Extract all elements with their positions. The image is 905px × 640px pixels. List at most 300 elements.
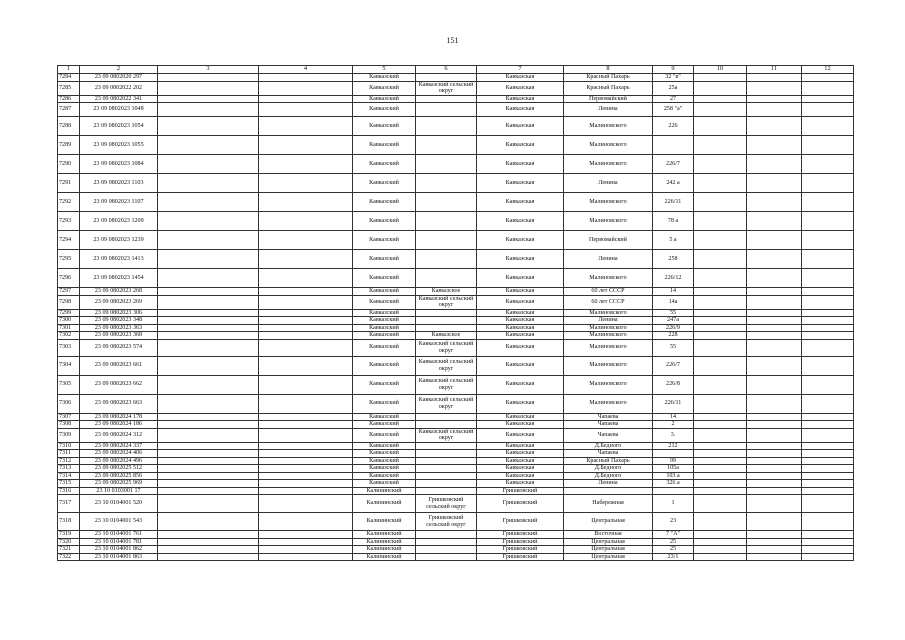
header-row: [58, 66, 854, 74]
cell-empty: [802, 394, 854, 413]
table-row: [58, 117, 854, 136]
cell-district: Кавказский: [353, 212, 416, 231]
cell-street: Малиновского: [564, 117, 653, 136]
cell-settlement-type: [416, 450, 477, 458]
cell-district: Кавказский: [353, 394, 416, 413]
cell-empty: [802, 212, 854, 231]
cell-empty: [259, 375, 353, 394]
cell-empty: [158, 250, 259, 269]
table-row: [58, 339, 854, 356]
cell-empty: [747, 375, 802, 394]
cell-empty: [802, 465, 854, 473]
col-header: 2: [80, 66, 158, 74]
cell-house: 99: [653, 457, 694, 465]
cell-empty: [158, 269, 259, 288]
cell-street: Первомайский: [564, 95, 653, 103]
cell-house: 226: [653, 117, 694, 136]
cell-district: Кавказский: [353, 174, 416, 193]
cell-street: Чапаева: [564, 413, 653, 421]
cell-code: 23 09 0802023 368: [80, 332, 158, 340]
table-row: [58, 538, 854, 546]
cell-n: 7315: [58, 480, 80, 488]
table-row: [58, 442, 854, 450]
cell-empty: [259, 136, 353, 155]
cell-empty: [694, 269, 747, 288]
cell-empty: [259, 553, 353, 561]
cell-empty: [694, 531, 747, 539]
table-row: [58, 324, 854, 332]
cell-house: [653, 136, 694, 155]
cell-district: Кавказский: [353, 136, 416, 155]
cell-n: 7284: [58, 74, 80, 82]
cell-street: Красный Пахарь: [564, 74, 653, 82]
cell-n: 7299: [58, 309, 80, 317]
cell-empty: [158, 212, 259, 231]
table-row: [58, 487, 854, 495]
cell-street: Малиновского: [564, 356, 653, 375]
cell-empty: [158, 442, 259, 450]
cell-settlement-type: [416, 421, 477, 429]
cell-empty: [259, 269, 353, 288]
cell-code: 23 10 0104001 862: [80, 546, 158, 554]
cell-n: 7287: [58, 103, 80, 117]
cell-settlement: Кавказская: [477, 317, 564, 325]
table-row: [58, 288, 854, 296]
cell-settlement-type: [416, 442, 477, 450]
cell-street: Восточная: [564, 531, 653, 539]
cell-empty: [158, 295, 259, 309]
cell-empty: [259, 295, 353, 309]
cell-n: 7319: [58, 531, 80, 539]
cell-empty: [158, 356, 259, 375]
cell-district: Кавказский: [353, 74, 416, 82]
cell-empty: [158, 193, 259, 212]
cell-settlement-type: Кавказский сельский округ: [416, 339, 477, 356]
cell-empty: [259, 513, 353, 531]
cell-house: 226/7: [653, 356, 694, 375]
cell-code: 23 09 0802024 186: [80, 421, 158, 429]
cell-empty: [259, 81, 353, 95]
cell-settlement-type: Кавказский сельский округ: [416, 295, 477, 309]
cell-settlement-type: Кавказский сельский округ: [416, 375, 477, 394]
cell-empty: [694, 465, 747, 473]
cell-n: 7288: [58, 117, 80, 136]
cell-settlement-type: [416, 553, 477, 561]
cell-empty: [694, 546, 747, 554]
cell-street: Ленина: [564, 174, 653, 193]
cell-empty: [158, 538, 259, 546]
cell-house: 258: [653, 250, 694, 269]
cell-empty: [158, 487, 259, 495]
cell-house: 14: [653, 413, 694, 421]
cell-empty: [694, 428, 747, 442]
cell-empty: [747, 269, 802, 288]
cell-settlement: Гришковский: [477, 553, 564, 561]
cell-settlement-type: [416, 531, 477, 539]
cell-settlement-type: [416, 212, 477, 231]
cell-empty: [259, 193, 353, 212]
cell-empty: [802, 450, 854, 458]
cell-house: 3.: [653, 428, 694, 442]
cell-n: 7303: [58, 339, 80, 356]
cell-n: 7312: [58, 457, 80, 465]
cell-settlement-type: Кавказский сельский округ: [416, 81, 477, 95]
cell-street: Малиновского: [564, 269, 653, 288]
cell-empty: [747, 193, 802, 212]
cell-code: 23 09 0802023 1055: [80, 136, 158, 155]
cell-street: Малиновского: [564, 136, 653, 155]
cell-settlement: Кавказская: [477, 174, 564, 193]
cell-district: Кавказский: [353, 375, 416, 394]
cell-settlement-type: [416, 117, 477, 136]
cell-street: Центральная: [564, 546, 653, 554]
cell-house: 5 а: [653, 231, 694, 250]
cell-empty: [747, 155, 802, 174]
col-header: 11: [747, 66, 802, 74]
cell-n: 7316: [58, 487, 80, 495]
cell-settlement: Кавказская: [477, 295, 564, 309]
cell-street: [564, 487, 653, 495]
cell-n: 7294: [58, 231, 80, 250]
cell-empty: [259, 250, 353, 269]
cell-settlement-type: [416, 487, 477, 495]
cell-empty: [158, 413, 259, 421]
cell-empty: [747, 174, 802, 193]
col-header: 10: [694, 66, 747, 74]
cell-district: Кавказский: [353, 117, 416, 136]
cell-empty: [802, 480, 854, 488]
cell-house: 23: [653, 513, 694, 531]
cell-empty: [747, 332, 802, 340]
cell-empty: [747, 428, 802, 442]
cell-empty: [694, 295, 747, 309]
cell-empty: [747, 487, 802, 495]
cell-empty: [259, 309, 353, 317]
cell-empty: [259, 472, 353, 480]
cell-street: Центральная: [564, 553, 653, 561]
cell-empty: [802, 103, 854, 117]
cell-empty: [747, 339, 802, 356]
cell-settlement-type: [416, 269, 477, 288]
col-header: 12: [802, 66, 854, 74]
cell-settlement: Кавказская: [477, 421, 564, 429]
table-row: [58, 295, 854, 309]
cell-house: 105а: [653, 465, 694, 473]
cell-empty: [694, 231, 747, 250]
table-row: [58, 495, 854, 513]
cell-settlement-type: [416, 74, 477, 82]
cell-empty: [802, 95, 854, 103]
cell-district: Кавказский: [353, 450, 416, 458]
cell-empty: [747, 394, 802, 413]
cell-n: 7298: [58, 295, 80, 309]
cell-n: 7292: [58, 193, 80, 212]
cell-empty: [158, 495, 259, 513]
cell-n: 7304: [58, 356, 80, 375]
cell-code: 23 10 0104001 863: [80, 553, 158, 561]
cell-district: Калининский: [353, 546, 416, 554]
cell-code: 23 09 0802023 1084: [80, 155, 158, 174]
cell-settlement: Гришковский: [477, 531, 564, 539]
table-row: [58, 136, 854, 155]
cell-house: 55: [653, 339, 694, 356]
cell-empty: [802, 513, 854, 531]
cell-n: 7305: [58, 375, 80, 394]
cell-empty: [747, 103, 802, 117]
cell-district: Кавказский: [353, 465, 416, 473]
cell-empty: [259, 317, 353, 325]
table-row: [58, 394, 854, 413]
table-row: [58, 413, 854, 421]
cell-empty: [158, 531, 259, 539]
cell-code: 23 09 0802023 1103: [80, 174, 158, 193]
table-row: [58, 356, 854, 375]
cell-empty: [158, 231, 259, 250]
cell-empty: [694, 457, 747, 465]
cell-code: 23 09 0802022 341: [80, 95, 158, 103]
page-number: 151: [446, 36, 459, 45]
cell-empty: [747, 413, 802, 421]
cell-empty: [158, 513, 259, 531]
cell-code: 23 09 0802024 312: [80, 428, 158, 442]
cell-n: 7296: [58, 269, 80, 288]
cell-empty: [694, 95, 747, 103]
cell-house: [653, 450, 694, 458]
cell-n: 7302: [58, 332, 80, 340]
cell-n: 7321: [58, 546, 80, 554]
cell-code: 23 09 0802023 1239: [80, 231, 158, 250]
cell-empty: [158, 457, 259, 465]
cell-code: 23 09 0802020 297: [80, 74, 158, 82]
cell-district: Кавказский: [353, 339, 416, 356]
cell-empty: [747, 531, 802, 539]
cell-empty: [694, 174, 747, 193]
cell-street: Первомайский: [564, 231, 653, 250]
cell-empty: [802, 457, 854, 465]
cell-n: 7286: [58, 95, 80, 103]
cell-empty: [259, 450, 353, 458]
cell-empty: [802, 332, 854, 340]
cell-house: 258 "а": [653, 103, 694, 117]
cell-district: Калининский: [353, 487, 416, 495]
cell-empty: [259, 103, 353, 117]
cell-empty: [259, 324, 353, 332]
cell-district: Кавказский: [353, 295, 416, 309]
cell-code: 23 09 0802023 1413: [80, 250, 158, 269]
cell-settlement: Кавказская: [477, 450, 564, 458]
cell-district: Кавказский: [353, 193, 416, 212]
cell-house: 2: [653, 421, 694, 429]
cell-house: 32 "в": [653, 74, 694, 82]
cell-empty: [259, 495, 353, 513]
cell-empty: [747, 74, 802, 82]
cell-street: Малиновского: [564, 375, 653, 394]
cell-n: 7290: [58, 155, 80, 174]
cell-code: 23 10 0104001 520: [80, 495, 158, 513]
cell-n: 7310: [58, 442, 80, 450]
cell-settlement: Гришковский: [477, 538, 564, 546]
cell-settlement-type: Кавказское: [416, 332, 477, 340]
col-header: 8: [564, 66, 653, 74]
cell-house: 1: [653, 495, 694, 513]
cell-empty: [802, 81, 854, 95]
cell-empty: [802, 288, 854, 296]
cell-empty: [259, 332, 353, 340]
cell-street: 60 лет СССР: [564, 288, 653, 296]
cell-empty: [747, 450, 802, 458]
cell-empty: [802, 339, 854, 356]
cell-empty: [802, 428, 854, 442]
cell-code: 23 09 0802023 1048: [80, 103, 158, 117]
cell-street: Д.Бедного: [564, 465, 653, 473]
cell-house: 226/11: [653, 394, 694, 413]
cell-house: 14а: [653, 295, 694, 309]
cell-settlement-type: [416, 465, 477, 473]
cell-empty: [259, 117, 353, 136]
cell-n: 7322: [58, 553, 80, 561]
table-row: [58, 450, 854, 458]
cell-n: 7293: [58, 212, 80, 231]
cell-settlement-type: [416, 538, 477, 546]
cell-district: Кавказский: [353, 324, 416, 332]
cell-settlement: Кавказская: [477, 74, 564, 82]
cell-empty: [694, 450, 747, 458]
cell-empty: [158, 394, 259, 413]
cell-code: 23 09 0802024 496: [80, 457, 158, 465]
cell-empty: [259, 95, 353, 103]
cell-district: Кавказский: [353, 317, 416, 325]
cell-empty: [747, 553, 802, 561]
table-row: [58, 250, 854, 269]
cell-settlement: Гришковский: [477, 487, 564, 495]
cell-empty: [747, 117, 802, 136]
cell-empty: [694, 442, 747, 450]
cell-settlement-type: [416, 546, 477, 554]
cell-empty: [802, 174, 854, 193]
cell-empty: [747, 212, 802, 231]
col-header: 3: [158, 66, 259, 74]
table-row: [58, 375, 854, 394]
cell-street: Малиновского: [564, 309, 653, 317]
cell-district: Калининский: [353, 531, 416, 539]
cell-settlement: Кавказская: [477, 442, 564, 450]
cell-house: 23/1: [653, 553, 694, 561]
cell-empty: [694, 250, 747, 269]
cell-house: 212: [653, 442, 694, 450]
cell-empty: [158, 309, 259, 317]
cell-settlement: Кавказская: [477, 288, 564, 296]
cell-empty: [747, 442, 802, 450]
cell-empty: [158, 155, 259, 174]
cell-district: Кавказский: [353, 480, 416, 488]
cell-settlement-type: [416, 95, 477, 103]
cell-code: 23 10 0103001 17: [80, 487, 158, 495]
cell-empty: [259, 155, 353, 174]
cell-street: Малиновского: [564, 212, 653, 231]
cell-settlement-type: [416, 155, 477, 174]
cell-house: 55: [653, 309, 694, 317]
cell-code: 23 10 0104001 543: [80, 513, 158, 531]
cell-empty: [747, 465, 802, 473]
cell-settlement: Кавказская: [477, 428, 564, 442]
cell-district: Кавказский: [353, 95, 416, 103]
cell-n: 7314: [58, 472, 80, 480]
cell-empty: [259, 231, 353, 250]
cell-district: Кавказский: [353, 457, 416, 465]
cell-code: 23 09 0802025 969: [80, 480, 158, 488]
col-header: 4: [259, 66, 353, 74]
cell-empty: [158, 553, 259, 561]
cell-settlement: Кавказская: [477, 339, 564, 356]
cell-n: 7309: [58, 428, 80, 442]
col-header: 6: [416, 66, 477, 74]
cell-house: [653, 487, 694, 495]
cell-house: 326 а: [653, 480, 694, 488]
cell-empty: [694, 394, 747, 413]
register-table: [57, 65, 854, 561]
cell-empty: [802, 74, 854, 82]
table-row: [58, 531, 854, 539]
cell-district: Кавказский: [353, 356, 416, 375]
cell-empty: [802, 155, 854, 174]
cell-settlement: Кавказская: [477, 375, 564, 394]
cell-code: 23 09 0802023 1209: [80, 212, 158, 231]
cell-street: Малиновского: [564, 324, 653, 332]
cell-empty: [802, 538, 854, 546]
cell-settlement-type: [416, 174, 477, 193]
cell-settlement: Кавказская: [477, 231, 564, 250]
cell-empty: [158, 74, 259, 82]
cell-code: 23 09 0802023 662: [80, 375, 158, 394]
cell-settlement: Кавказская: [477, 309, 564, 317]
cell-empty: [802, 250, 854, 269]
cell-settlement: Кавказская: [477, 193, 564, 212]
cell-empty: [802, 472, 854, 480]
cell-code: 23 09 0802024 406: [80, 450, 158, 458]
cell-empty: [802, 546, 854, 554]
cell-settlement-type: [416, 472, 477, 480]
cell-empty: [694, 212, 747, 231]
cell-empty: [802, 495, 854, 513]
cell-settlement-type: Гришковский сельский округ: [416, 495, 477, 513]
cell-settlement: Кавказская: [477, 103, 564, 117]
cell-n: 7311: [58, 450, 80, 458]
table-row: [58, 269, 854, 288]
cell-empty: [694, 81, 747, 95]
cell-empty: [694, 513, 747, 531]
cell-empty: [158, 324, 259, 332]
cell-settlement-type: Кавказский сельский округ: [416, 394, 477, 413]
cell-settlement-type: [416, 250, 477, 269]
cell-district: Калининский: [353, 553, 416, 561]
cell-empty: [802, 117, 854, 136]
cell-district: Кавказский: [353, 250, 416, 269]
cell-empty: [747, 546, 802, 554]
cell-empty: [694, 553, 747, 561]
cell-empty: [694, 375, 747, 394]
cell-settlement: Кавказская: [477, 212, 564, 231]
cell-house: 226/11: [653, 193, 694, 212]
cell-settlement: Гришковский: [477, 546, 564, 554]
cell-empty: [747, 356, 802, 375]
table-row: [58, 74, 854, 82]
cell-settlement: Кавказская: [477, 324, 564, 332]
cell-code: 23 09 0802023 269: [80, 295, 158, 309]
table-row: [58, 81, 854, 95]
cell-district: Калининский: [353, 538, 416, 546]
cell-empty: [747, 472, 802, 480]
cell-settlement-type: [416, 317, 477, 325]
